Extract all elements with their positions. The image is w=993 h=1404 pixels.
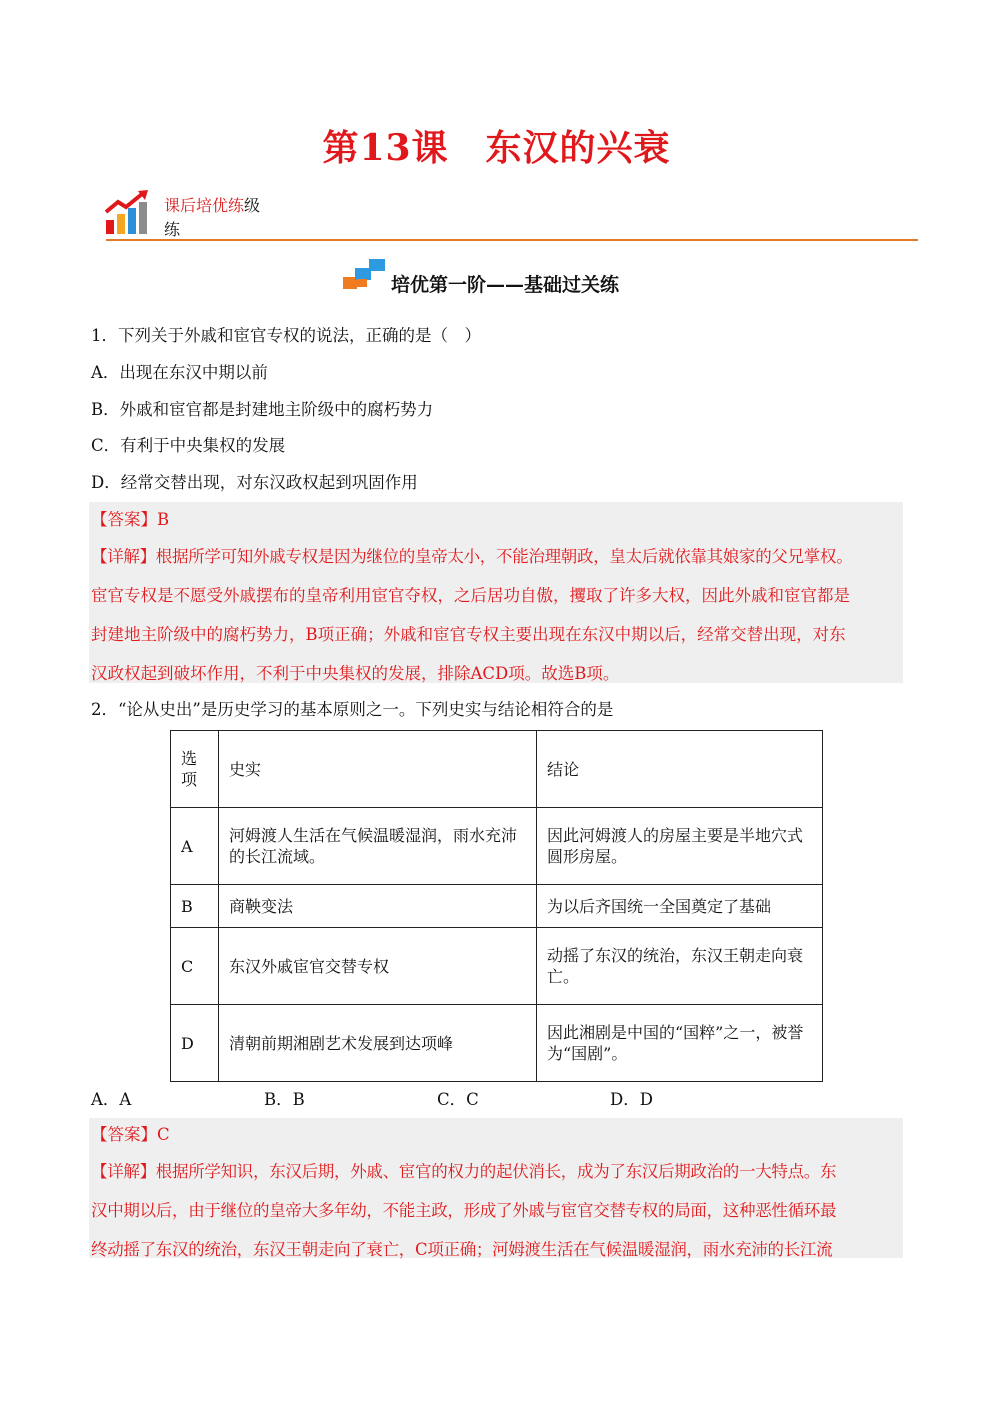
table-cell-option: B xyxy=(171,885,219,928)
badge-label: 课后培优练级 xyxy=(164,196,261,215)
question-2-table xyxy=(170,730,823,1082)
question-1-option-d: D．经常交替出现，对东汉政权起到巩固作用 xyxy=(91,473,418,492)
table-cell-option: C xyxy=(171,928,219,1005)
page-title: 第13课 东汉的兴衰 xyxy=(322,127,671,169)
question-2-option-c: C．C xyxy=(437,1090,479,1109)
table-header-fact: 史实 xyxy=(219,731,537,808)
table-row xyxy=(171,1005,823,1082)
question-2-option-a: A．A xyxy=(91,1090,132,1109)
table-cell-option: A xyxy=(171,808,219,885)
table-cell-fact: 东汉外戚宦官交替专权 xyxy=(219,928,537,1005)
table-cell-conclusion: 因此湘剧是中国的“国粹”之一，被誉为“国剧”。 xyxy=(537,1005,823,1082)
explanation-1-line-2: 宦官专权是不愿受外戚摆布的皇帝利用宦官夺权，之后居功自傲，攫取了许多大权，因此外戚和宦官都是 xyxy=(91,586,850,605)
explanation-2-line-1: 【详解】根据所学知识，东汉后期，外戚、宦官的权力的起伏消长，成为了东汉后期政治的一大特点。东 xyxy=(91,1162,837,1181)
question-1-option-a: A．出现在东汉中期以前 xyxy=(91,363,268,382)
table-header-row xyxy=(171,731,823,808)
table-cell-conclusion: 因此河姆渡人的房屋主要是半地穴式圆形房屋。 xyxy=(537,808,823,885)
question-1-stem: 1．下列关于外戚和宦官专权的说法，正确的是（ ） xyxy=(91,326,481,345)
table-cell-fact: 河姆渡人生活在气候温暖湿润，雨水充沛的长江流域。 xyxy=(219,808,537,885)
badge-label-line2: 练 xyxy=(164,220,181,239)
table-cell-option: D xyxy=(171,1005,219,1082)
question-1-option-c: C．有利于中央集权的发展 xyxy=(91,436,286,455)
table-header-conclusion: 结论 xyxy=(537,731,823,808)
header-divider xyxy=(106,239,918,241)
answer-1: 【答案】B xyxy=(91,510,170,529)
section-title: 培优第一阶——基础过关练 xyxy=(391,274,620,296)
table-cell-fact: 清朝前期湘剧艺术发展到达项峰 xyxy=(219,1005,537,1082)
table-cell-conclusion: 动摇了东汉的统治，东汉王朝走向衰亡。 xyxy=(537,928,823,1005)
table-cell-fact: 商鞅变法 xyxy=(219,885,537,928)
explanation-1-line-1: 【详解】根据所学可知外戚专权是因为继位的皇帝太小，不能治理朝政，皇太后就依靠其娘家的父兄掌权。 xyxy=(91,547,853,566)
question-2-option-d: D．D xyxy=(610,1090,653,1109)
chart-growth-icon xyxy=(104,190,156,236)
explanation-1-line-3: 封建地主阶级中的腐朽势力，B项正确；外戚和宦官专权主要出现在东汉中期以后，经常交替出现，对东 xyxy=(91,625,846,644)
explanation-2-line-3: 终动摇了东汉的统治，东汉王朝走向了衰亡，C项正确；河姆渡生活在气候温暖湿润，雨水充沛的长江流 xyxy=(91,1240,833,1259)
explanation-1-line-4: 汉政权起到破坏作用，不利于中央集权的发展，排除ACD项。故选B项。 xyxy=(91,664,620,683)
table-header-option: 选项 xyxy=(171,731,219,808)
table-cell-conclusion: 为以后齐国统一全国奠定了基础 xyxy=(537,885,823,928)
table-row xyxy=(171,928,823,1005)
question-2-option-b: B．B xyxy=(264,1090,305,1109)
stairs-icon xyxy=(343,257,387,291)
question-1-option-b: B．外戚和宦官都是封建地主阶级中的腐朽势力 xyxy=(91,400,434,419)
explanation-2-line-2: 汉中期以后，由于继位的皇帝大多年幼，不能主政，形成了外戚与宦官交替专权的局面，这种恶性循环最 xyxy=(91,1201,837,1220)
answer-2: 【答案】C xyxy=(91,1125,170,1144)
table-row xyxy=(171,885,823,928)
table-row xyxy=(171,808,823,885)
question-2-stem: 2．“论从史出”是历史学习的基本原则之一。下列史实与结论相符合的是 xyxy=(91,700,614,719)
